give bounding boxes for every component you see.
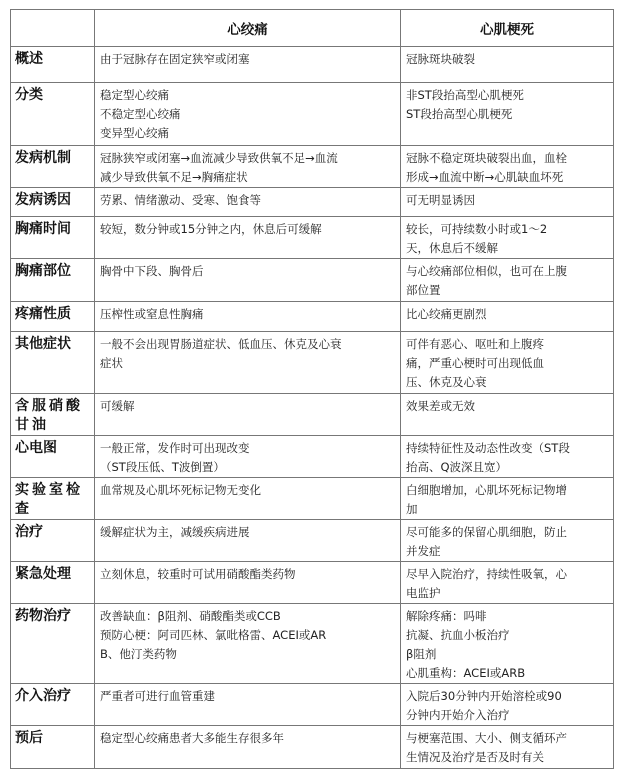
table-row	[11, 83, 614, 146]
cell-line: 入院后30分钟内开始溶栓或90	[406, 689, 562, 703]
cell-line: 持续特征性及动态性改变（ST段	[406, 441, 570, 455]
cell-line: 稳定型心绞痛	[100, 88, 169, 102]
cell-line: 压、休克及心衰	[406, 375, 487, 389]
cell-line: 预防心梗：阿司匹林、氯吡格雷、ACEI或AR	[100, 628, 327, 642]
cell-line: 缓解症状为主，减缓疾病进展	[100, 525, 250, 539]
cell-line: 实验室检	[15, 482, 83, 498]
row-label: 紧急处理	[11, 562, 95, 604]
header-corner	[11, 10, 95, 47]
cell-line: 立刻休息，较重时可试用硝酸酯类药物	[100, 567, 296, 581]
mi-cell	[401, 146, 614, 188]
cell-line: 与心绞痛部位相似，也可在上腹	[406, 264, 567, 278]
row-label: 概述	[11, 47, 95, 83]
angina-cell	[95, 436, 401, 478]
cell-line: 并发症	[406, 544, 441, 558]
cell-line: 减少导致供氧不足→胸痛症状	[100, 170, 248, 184]
mi-cell	[401, 684, 614, 726]
cell-line: 甘油	[15, 417, 49, 433]
cell-line: 胸骨中下段、胸骨后	[100, 264, 204, 278]
table-row	[11, 302, 614, 332]
cell-line: 含服硝酸	[15, 398, 83, 414]
row-label: 其他症状	[11, 332, 95, 394]
mi-cell	[401, 47, 614, 83]
table-row	[11, 520, 614, 562]
cell-line: 解除疼痛：吗啡	[406, 609, 487, 623]
angina-cell	[95, 188, 401, 217]
angina-cell	[95, 47, 401, 83]
mi-cell	[401, 520, 614, 562]
table-row	[11, 684, 614, 726]
row-label: 治疗	[11, 520, 95, 562]
cell-line: 较长，可持续数小时或1～2	[406, 222, 548, 236]
table-row	[11, 259, 614, 302]
cell-line: 可伴有恶心、呕吐和上腹疼	[406, 337, 544, 351]
comparison-table	[10, 9, 614, 769]
cell-line: 加	[406, 502, 418, 516]
cell-line: ST段抬高型心肌梗死	[406, 107, 513, 121]
cell-line: 痛，严重心梗时可出现低血	[406, 356, 544, 370]
table-row	[11, 146, 614, 188]
table-row	[11, 478, 614, 520]
cell-line: 症状	[100, 356, 123, 370]
cell-line: 一般正常，发作时可出现改变	[100, 441, 250, 455]
mi-cell	[401, 726, 614, 769]
angina-cell	[95, 217, 401, 259]
angina-cell	[95, 604, 401, 684]
angina-cell	[95, 394, 401, 436]
cell-line: 可缓解	[100, 399, 135, 413]
cell-line: 查	[15, 501, 32, 517]
mi-cell	[401, 436, 614, 478]
header-row	[11, 10, 614, 47]
table-row	[11, 726, 614, 769]
cell-line: 抗凝、抗血小板治疗	[406, 628, 510, 642]
table-row	[11, 394, 614, 436]
cell-line: 冠脉狭窄或闭塞→血流减少导致供氧不足→血流	[100, 151, 338, 165]
cell-line: 压榨性或窒息性胸痛	[100, 307, 204, 321]
row-label	[11, 478, 95, 520]
cell-line: β阻剂	[406, 647, 437, 661]
table-row	[11, 562, 614, 604]
cell-line: 变异型心绞痛	[100, 126, 169, 140]
cell-line: 由于冠脉存在固定狭窄或闭塞	[100, 52, 250, 66]
cell-line: 冠脉斑块破裂	[406, 52, 475, 66]
cell-line: 劳累、情绪激动、受寒、饱食等	[100, 193, 261, 207]
mi-cell	[401, 217, 614, 259]
angina-cell	[95, 520, 401, 562]
cell-line: 一般不会出现胃肠道症状、低血压、休克及心衰	[100, 337, 342, 351]
angina-cell	[95, 302, 401, 332]
angina-cell	[95, 83, 401, 146]
mi-cell	[401, 478, 614, 520]
cell-line: 抬高、Q波深且宽）	[406, 460, 508, 474]
angina-cell	[95, 562, 401, 604]
row-label: 发病诱因	[11, 188, 95, 217]
table-row	[11, 604, 614, 684]
cell-line: 较短，数分钟或15分钟之内，休息后可缓解	[100, 222, 322, 236]
mi-cell	[401, 302, 614, 332]
cell-line: 电监护	[406, 586, 441, 600]
table-row	[11, 217, 614, 259]
table-row	[11, 47, 614, 83]
cell-line: 与梗塞范围、大小、侧支循环产	[406, 731, 567, 745]
mi-cell	[401, 83, 614, 146]
row-label: 胸痛部位	[11, 259, 95, 302]
mi-cell	[401, 562, 614, 604]
cell-line: 可无明显诱因	[406, 193, 475, 207]
angina-cell	[95, 726, 401, 769]
cell-line: 比心绞痛更剧烈	[406, 307, 487, 321]
cell-line: 分钟内开始介入治疗	[406, 708, 510, 722]
header-angina: 心绞痛	[95, 10, 401, 47]
angina-cell	[95, 478, 401, 520]
row-label: 药物治疗	[11, 604, 95, 684]
cell-line: 血常规及心肌坏死标记物无变化	[100, 483, 261, 497]
row-label: 心电图	[11, 436, 95, 478]
angina-cell	[95, 146, 401, 188]
mi-cell	[401, 332, 614, 394]
cell-line: 白细胞增加，心肌坏死标记物增	[406, 483, 567, 497]
cell-line: 生情况及治疗是否及时有关	[406, 750, 544, 764]
cell-line: 严重者可进行血管重建	[100, 689, 215, 703]
cell-line: 尽早入院治疗，持续性吸氧，心	[406, 567, 567, 581]
row-label: 分类	[11, 83, 95, 146]
table-row	[11, 332, 614, 394]
cell-line: 尽可能多的保留心肌细胞，防止	[406, 525, 567, 539]
cell-line: 非ST段抬高型心肌梗死	[406, 88, 524, 102]
cell-line: 不稳定型心绞痛	[100, 107, 181, 121]
mi-cell	[401, 604, 614, 684]
cell-line: B、他汀类药物	[100, 647, 177, 661]
table-row	[11, 188, 614, 217]
mi-cell	[401, 188, 614, 217]
cell-line: 天，休息后不缓解	[406, 241, 498, 255]
row-label: 预后	[11, 726, 95, 769]
cell-line: （ST段压低、T波倒置）	[100, 460, 225, 474]
row-label: 疼痛性质	[11, 302, 95, 332]
row-label: 胸痛时间	[11, 217, 95, 259]
header-mi: 心肌梗死	[401, 10, 614, 47]
angina-cell	[95, 684, 401, 726]
angina-cell	[95, 259, 401, 302]
cell-line: 冠脉不稳定斑块破裂出血，血栓	[406, 151, 567, 165]
mi-cell	[401, 394, 614, 436]
cell-line: 改善缺血：β阻剂、硝酸酯类或CCB	[100, 609, 281, 623]
row-label: 发病机制	[11, 146, 95, 188]
cell-line: 效果差或无效	[406, 399, 475, 413]
row-label: 介入治疗	[11, 684, 95, 726]
mi-cell	[401, 259, 614, 302]
row-label	[11, 394, 95, 436]
cell-line: 形成→血流中断→心肌缺血坏死	[406, 170, 564, 184]
angina-cell	[95, 332, 401, 394]
cell-line: 心肌重构：ACEI或ARB	[406, 666, 526, 680]
cell-line: 部位置	[406, 283, 441, 297]
table-row	[11, 436, 614, 478]
cell-line: 稳定型心绞痛患者大多能生存很多年	[100, 731, 284, 745]
